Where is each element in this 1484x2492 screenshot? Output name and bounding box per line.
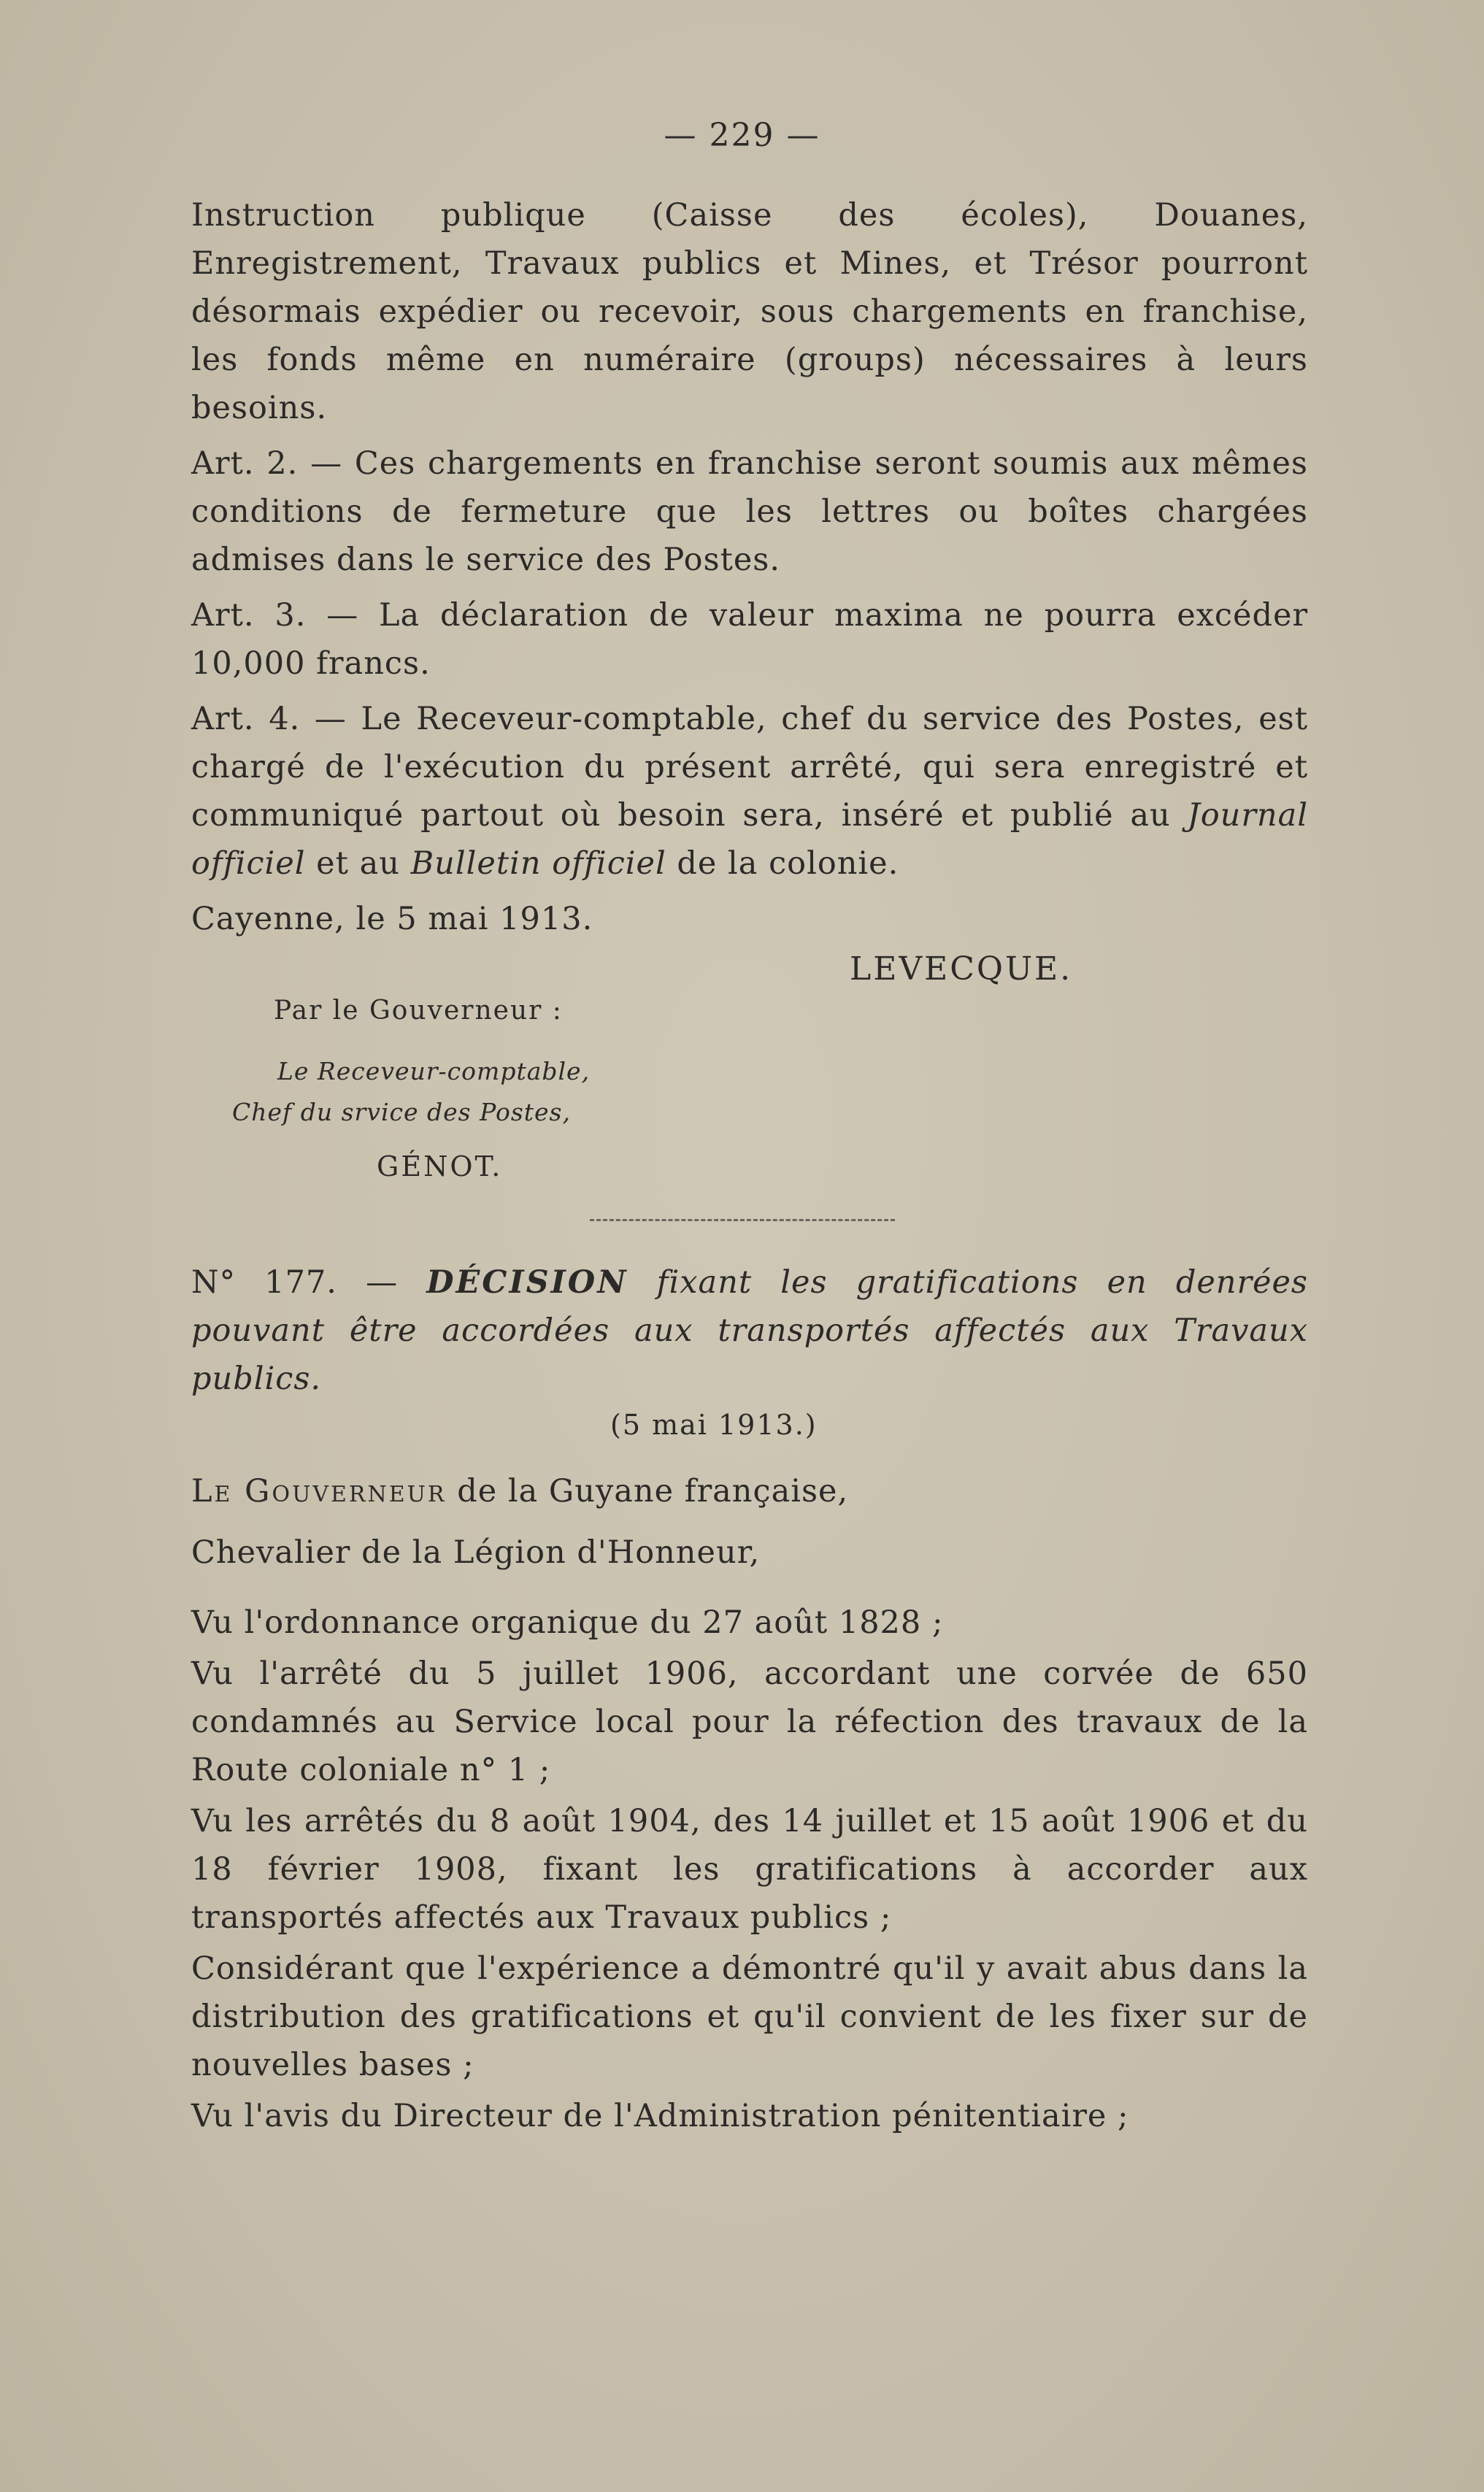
place-date: Cayenne, le 5 mai 1913. [191, 901, 593, 937]
receveur-title-line1: Le Receveur-comptable, [277, 1057, 591, 1085]
preamble-block [191, 1467, 1308, 2140]
paragraph-continuation: Instruction publique (Caisse des écoles), Douanes, Enregistrement, Travaux publics et Mines, et Trésor pourront désormais expédier ou recevoir, sous chargements en franchise, les fonds même en numéraire (groups) nécessaires à leurs besoins. [191, 197, 1308, 426]
considerant-3: Vu les arrêtés du 8 août 1904, des 14 juillet et 15 août 1906 et du 18 février 1908, fixant les gratifications à accorder aux transportés affectés aux Travaux publics ; [191, 1803, 1308, 1936]
preamble-chevalier: Chevalier de la Légion d'Honneur, [191, 1534, 761, 1571]
journal-officiel-ref: Journal officiel [191, 797, 1308, 882]
considerant-5: Vu l'avis du Directeur de l'Administration pénitentiaire ; [191, 2098, 1129, 2134]
decision-date: (5 mai 1913.) [610, 1409, 818, 1441]
decision-title [191, 1258, 1308, 1403]
section-divider [590, 1219, 895, 1221]
top-text-block [191, 191, 1308, 943]
receveur-title-line2: Chef du srvice des Postes, [232, 1098, 571, 1126]
considerant-4: Considérant que l'expérience a démontré qu'il y avait abus dans la distribution des gratifications et qu'il convient de les fixer sur de nouvelles bases ; [191, 1950, 1308, 2083]
article-2-text: Art. 2. — Ces chargements en franchise seront soumis aux mêmes conditions de fermeture que les lettres ou boîtes chargées admises dans le service des Postes. [191, 445, 1308, 578]
decision-subject: fixant les gratifications en denrées pouvant être accordées aux transportés affectés aux Travaux publics. [191, 1264, 1308, 1397]
guyane-francaise: de la Guyane française, [446, 1473, 849, 1510]
par-le-gouverneur: Par le Gouverneur : [274, 996, 563, 1026]
decision-word: DÉCISION [426, 1264, 628, 1301]
article-4-between: et au [305, 845, 411, 882]
paragraph-article-4 [191, 695, 1308, 888]
bulletin-officiel-ref: Bulletin officiel [410, 845, 666, 882]
receveur-name: GÉNOT. [377, 1150, 503, 1182]
preamble-governor [191, 1467, 1308, 1515]
page-number: — 229 — [664, 117, 820, 154]
considerant-2: Vu l'arrêté du 5 juillet 1906, accordant une corvée de 650 condamnés au Service local pour la réfection des travaux de la Route coloniale n° 1 ; [191, 1655, 1308, 1788]
paragraph-article-2 [191, 439, 1308, 584]
decision-heading [191, 1258, 1308, 1403]
decision-number: N° 177. — [191, 1264, 427, 1301]
signature-governor: LEVECQUE. [850, 950, 1073, 988]
considerant-1: Vu l'ordonnance organique du 27 août 1828 ; [191, 1604, 944, 1641]
le-gouverneur: Le Gouverneur [191, 1473, 447, 1510]
article-4-text: Art. 4. — Le Receveur-comptable, chef du service des Postes, est chargé de l'exécution du présent arrêté, qui sera enregistré et communiqué partout où besoin sera, inséré et publié au [191, 701, 1308, 834]
article-4-end: de la colonie. [666, 845, 899, 882]
paragraph-article-3: Art. 3. — La déclaration de valeur maxima ne pourra excéder 10,000 francs. [191, 597, 1308, 682]
